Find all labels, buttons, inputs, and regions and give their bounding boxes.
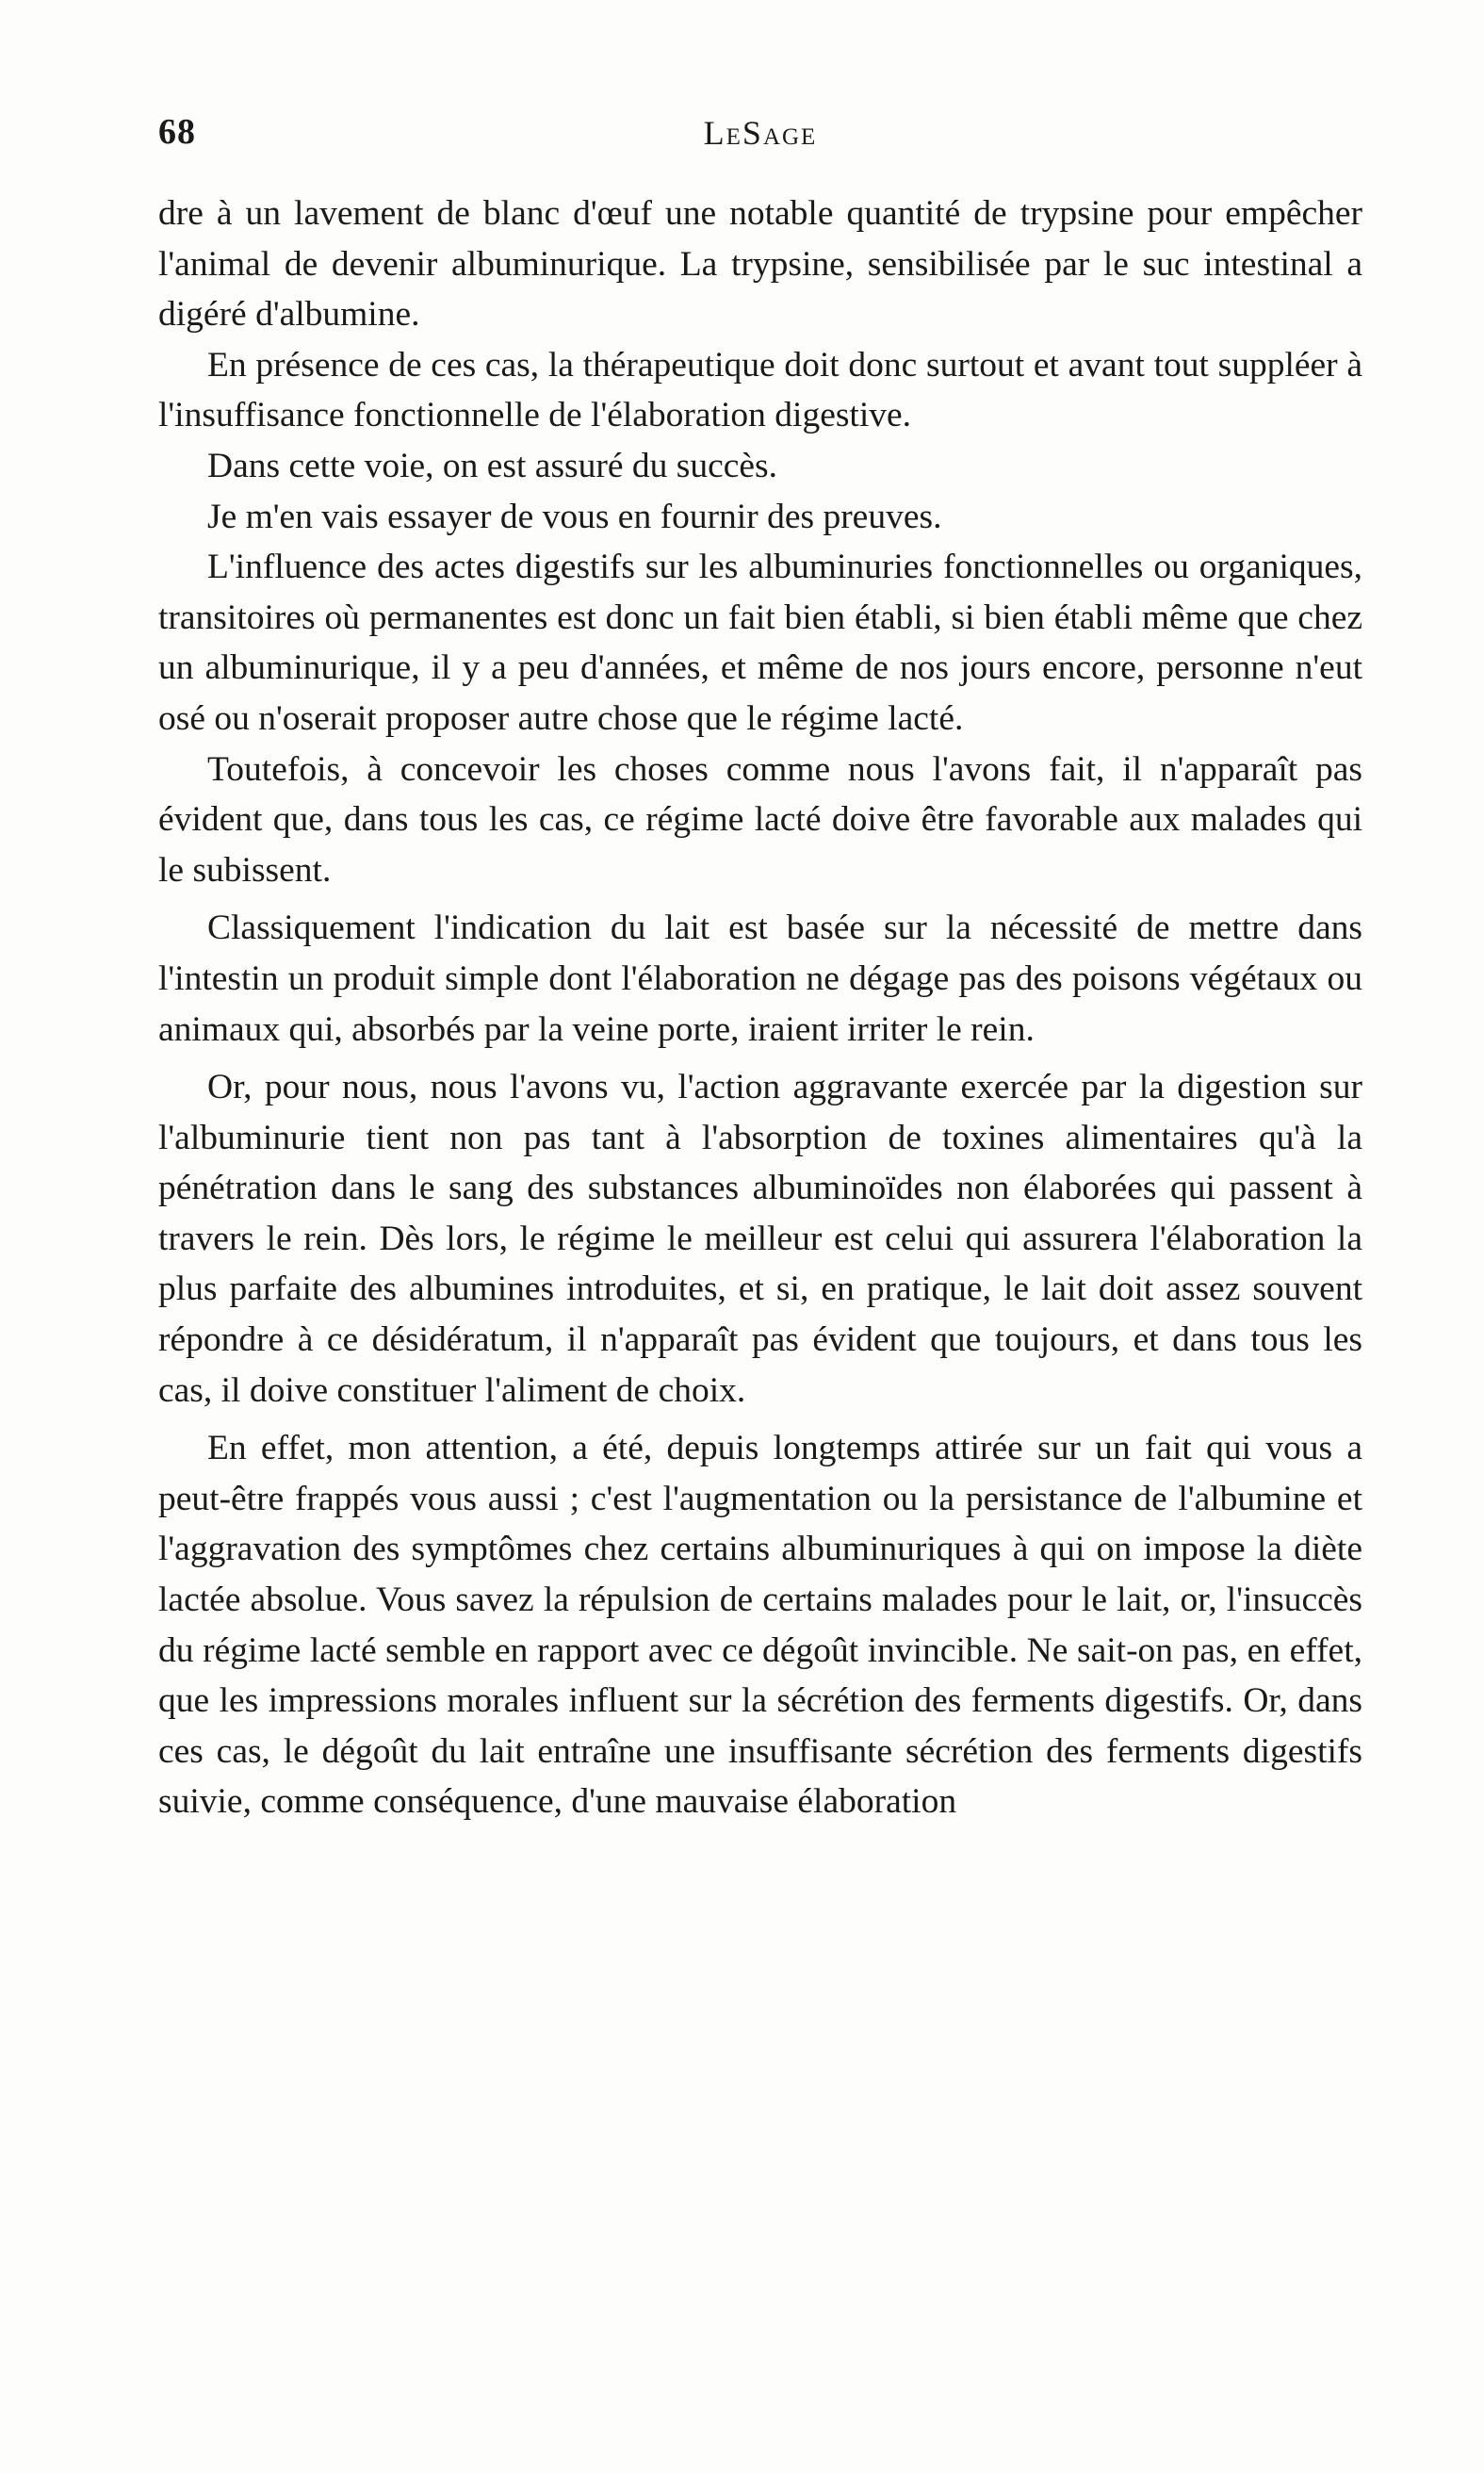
- paragraph-4: Je m'en vais essayer de vous en fournir des preuves.: [207, 497, 942, 536]
- paragraph-1: dre à un lavement de blanc d'œuf une notable quantité de trypsine pour empêcher l'animal de devenir albuminurique. La trypsine, sensibilisée par le suc intestinal a digéré d'albumine.: [158, 194, 1362, 335]
- paragraph-8: Or, pour nous, nous l'avons vu, l'action aggravante exercée par la digestion sur l'albuminurie tient non pas tant à l'absorption de toxines alimentaires qu'à la pénétration dans le sang des substances albuminoïdes non élaborées qui passent à travers le rein. Dès lors, le régime le meilleur est celui qui assurera l'élaboration la plus parfaite des albumines introduites, et si, en pratique, le lait doit assez souvent répondre à ce désidératum, il n'apparaît pas évident que toujours, et dans tous les cas, il doive constituer l'aliment de choix.: [158, 1068, 1362, 1410]
- paragraph-7: Classiquement l'indication du lait est basée sur la nécessité de mettre dans l'intestin un produit simple dont l'élaboration ne dégage pas des poisons végétaux ou animaux qui, absorbés par la veine porte, iraient irriter le rein.: [158, 909, 1362, 1049]
- running-head: LeSage: [703, 114, 818, 152]
- page-header: [158, 111, 1362, 168]
- paragraph-3: Dans cette voie, on est assuré du succès.: [207, 446, 778, 485]
- paragraph-6: Toutefois, à concevoir les choses comme nous l'avons fait, il n'apparaît pas évident que, dans tous les cas, ce régime lacté doive être favorable aux malades qui le subissent.: [158, 749, 1362, 890]
- paragraph-5: L'influence des actes digestifs sur les albuminuries fonctionnelles ou organiques, transitoires où permanentes est donc un fait bien établi, si bien établi même que chez un albuminurique, il y a peu d'années, et même de nos jours encore, personne n'eut osé ou n'oserait proposer autre chose que le régime lacté.: [158, 548, 1362, 738]
- page-number: 68: [158, 112, 196, 152]
- body-text: [158, 188, 1362, 1827]
- paragraph-2: En présence de ces cas, la thérapeutique doit donc surtout et avant tout suppléer à l'insuffisance fonctionnelle de l'élaboration digestive.: [158, 345, 1362, 435]
- paragraph-9: En effet, mon attention, a été, depuis longtemps attirée sur un fait qui vous a peut-être frappés vous aussi ; c'est l'augmentation ou la persistance de l'albumine et l'aggravation des symptômes chez certains albuminuriques à qui on impose la diète lactée absolue. Vous savez la répulsion de certains malades pour le lait, or, l'insuccès du régime lacté semble en rapport avec ce dégoût invincible. Ne sait-on pas, en effet, que les impressions morales influent sur la sécrétion des ferments digestifs. Or, dans ces cas, le dégoût du lait entraîne une insuffisante sécrétion des ferments digestifs suivie, comme conséquence, d'une mauvaise élaboration: [158, 1429, 1362, 1822]
